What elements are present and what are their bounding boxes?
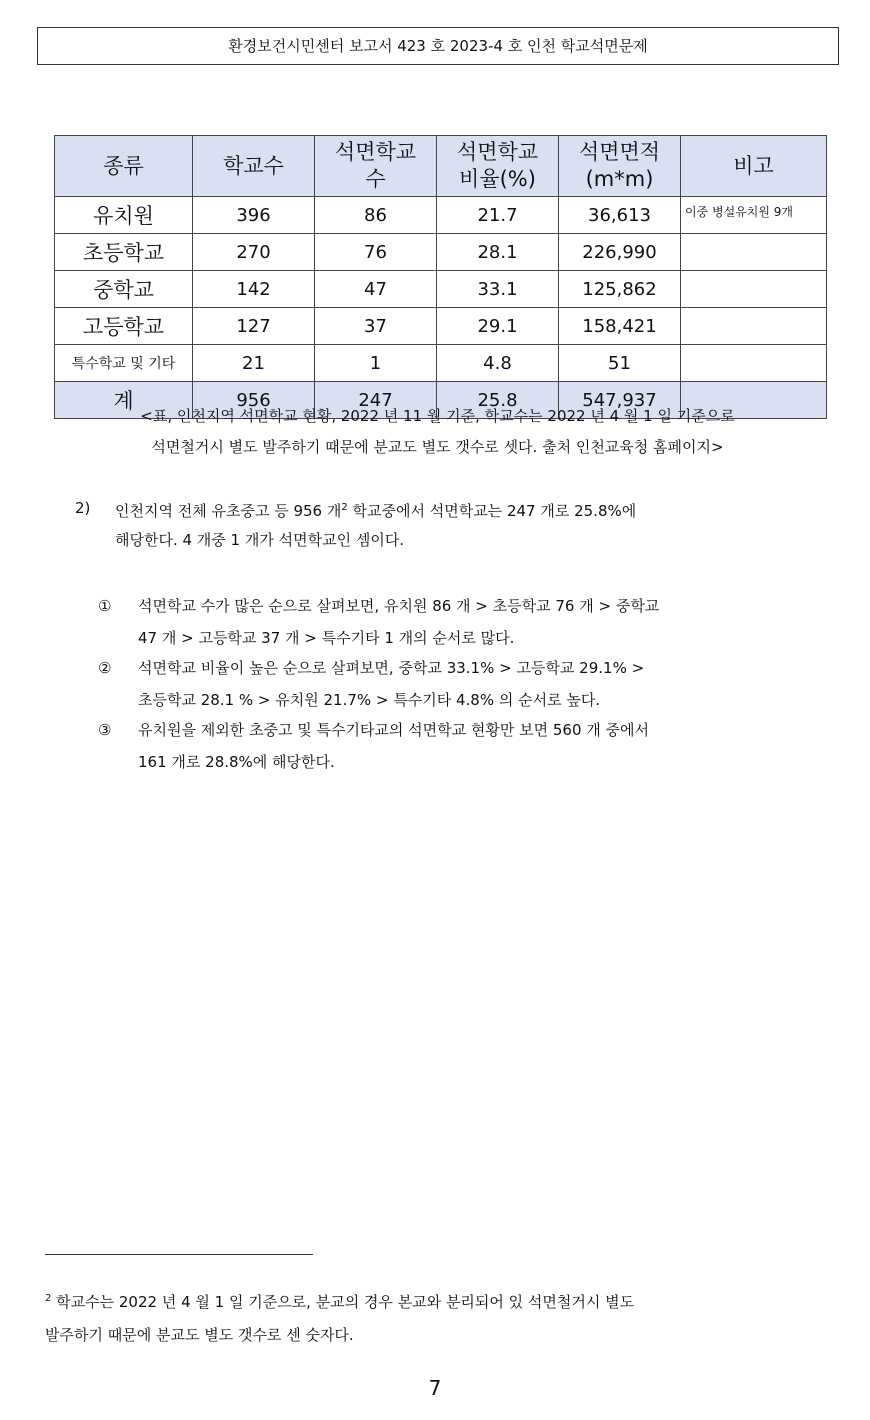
footnote-line: 발주하기 때문에 분교도 별도 갯수로 센 숫자다.	[45, 1326, 354, 1344]
cell-area: 226,990	[559, 234, 681, 271]
report-header-title: 환경보건시민센터 보고서 423 호 2023-4 호 인천 학교석면문제	[228, 37, 648, 55]
cell-kind: 초등학교	[55, 234, 193, 271]
paragraph-line	[115, 492, 835, 527]
cell-area: 125,862	[559, 271, 681, 308]
header-note: 비고	[681, 136, 827, 197]
footnote-number: 2	[45, 1293, 52, 1304]
paragraph-text: 학교중에서 석면학교는 247 개로 25.8%에	[347, 502, 637, 520]
footnote	[45, 1282, 835, 1352]
cell-area: 158,421	[559, 308, 681, 345]
cell-asbestos-schools: 86	[315, 197, 437, 234]
cell-schools: 127	[193, 308, 315, 345]
cell-schools: 21	[193, 345, 315, 382]
header-kind: 종류	[55, 136, 193, 197]
table-row	[55, 197, 827, 234]
list-marker: ①	[98, 597, 112, 615]
cell-kind: 유치원	[55, 197, 193, 234]
list-item-line: 석면학교 비율이 높은 순으로 살펴보면, 중학교 33.1% > 고등학교 29.1% >	[138, 659, 645, 677]
table-row	[55, 345, 827, 382]
cell-schools: 270	[193, 234, 315, 271]
table-row	[55, 308, 827, 345]
list-item-line: 47 개 > 고등학교 37 개 > 특수기타 1 개의 순서로 많다.	[138, 629, 515, 647]
caption-line: 석면철거시 별도 발주하기 때문에 분교도 별도 갯수로 셋다. 출처 인천교육청 홈페이지>	[151, 438, 724, 456]
report-header	[37, 27, 839, 65]
cell-note	[681, 345, 827, 382]
list-item-line: 석면학교 수가 많은 순으로 살펴보면, 유치원 86 개 > 초등학교 76 개 > 중학교	[138, 597, 660, 615]
header-ratio: 석면학교 비율(%)	[437, 136, 559, 197]
cell-area: 51	[559, 345, 681, 382]
table-row	[55, 271, 827, 308]
cell-asbestos-schools: 1	[315, 345, 437, 382]
cell-asbestos-schools: 247	[315, 382, 437, 419]
list-item-line: 유치원을 제외한 초중고 및 특수기타교의 석면학교 현황만 보면 560 개 중에서	[138, 721, 650, 739]
cell-ratio: 29.1	[437, 308, 559, 345]
cell-kind: 고등학교	[55, 308, 193, 345]
cell-ratio: 4.8	[437, 345, 559, 382]
cell-schools: 142	[193, 271, 315, 308]
cell-note	[681, 234, 827, 271]
cell-ratio: 21.7	[437, 197, 559, 234]
footnote-text: 학교수는 2022 년 4 월 1 일 기준으로, 분교의 경우 본교와 분리되어 있 석면철거시 별도	[51, 1293, 635, 1311]
list-item-line: 초등학교 28.1 % > 유치원 21.7% > 특수기타 4.8% 의 순서로 높다.	[138, 691, 601, 709]
header-asbestos-schools: 석면학교 수	[315, 136, 437, 197]
caption-line: <표, 인천지역 석면학교 현황, 2022 년 11 월 기준, 학교수는 2022 년 4 월 1 일 기준으로	[140, 407, 735, 425]
cell-schools: 956	[193, 382, 315, 419]
cell-area: 547,937	[559, 382, 681, 419]
cell-note	[681, 308, 827, 345]
cell-kind: 중학교	[55, 271, 193, 308]
list-marker: ②	[98, 659, 112, 677]
header-schools: 학교수	[193, 136, 315, 197]
cell-area: 36,613	[559, 197, 681, 234]
header-area: 석면면적 (m*m)	[559, 136, 681, 197]
paragraph-number: 2)	[75, 499, 91, 517]
footnote-divider	[45, 1254, 313, 1255]
cell-ratio: 28.1	[437, 234, 559, 271]
paragraph-line: 해당한다. 4 개중 1 개가 석면학교인 셈이다.	[115, 531, 405, 549]
cell-asbestos-schools: 76	[315, 234, 437, 271]
table-caption	[40, 401, 835, 463]
footnote-ref[interactable]: 2	[341, 502, 348, 513]
list-marker: ③	[98, 721, 112, 739]
cell-asbestos-schools: 47	[315, 271, 437, 308]
cell-ratio: 33.1	[437, 271, 559, 308]
asbestos-school-table	[54, 135, 827, 419]
list-item-line: 161 개로 28.8%에 해당한다.	[138, 753, 335, 771]
cell-note	[681, 271, 827, 308]
cell-kind: 계	[55, 382, 193, 419]
cell-ratio: 25.8	[437, 382, 559, 419]
table-header-row	[55, 136, 827, 197]
page-number: 7	[428, 1376, 442, 1400]
cell-kind: 특수학교 및 기타	[55, 345, 193, 382]
cell-schools: 396	[193, 197, 315, 234]
table-row	[55, 234, 827, 271]
paragraph-text: 인천지역 전체 유초중고 등 956 개	[115, 502, 342, 520]
cell-asbestos-schools: 37	[315, 308, 437, 345]
footnote-line	[45, 1282, 835, 1319]
cell-note: 이중 병설유치원 9개	[681, 197, 827, 234]
